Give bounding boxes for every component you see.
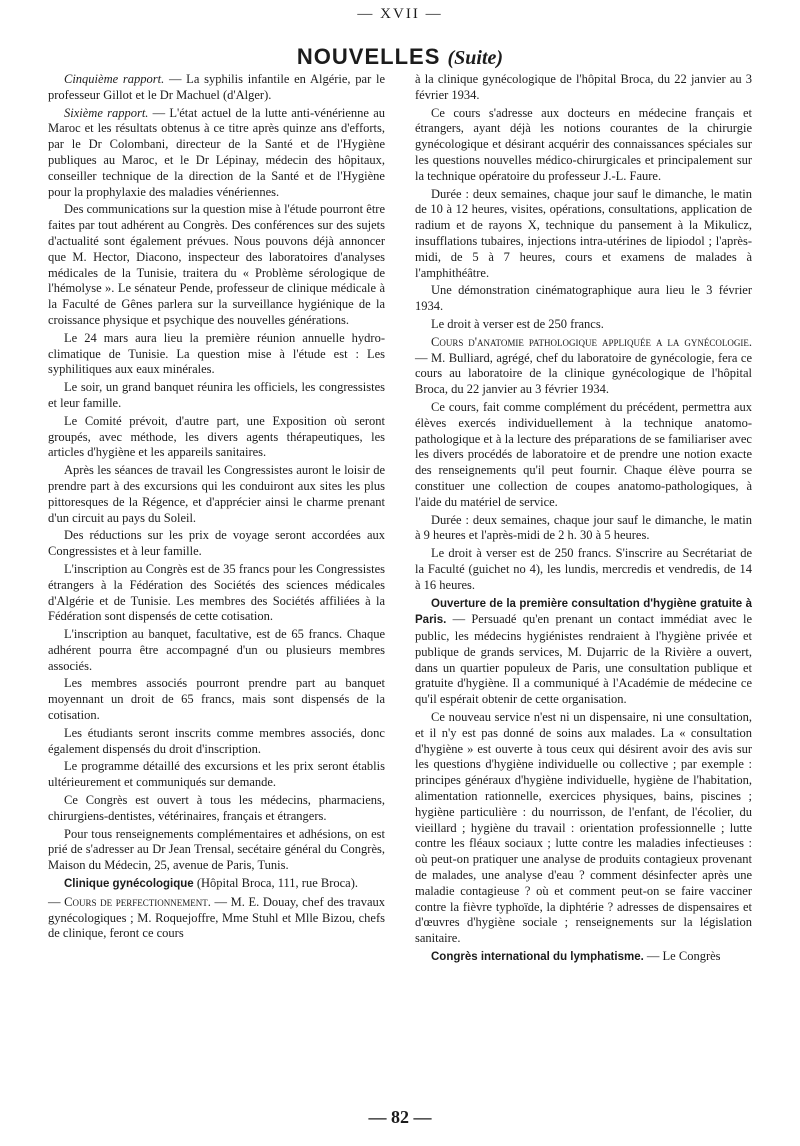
paragraph [415, 335, 752, 398]
paragraph: Les membres associés pourront prendre part au banquet moyennant un droit de 65 francs, mais sont dispensés de la cotisation. [48, 676, 385, 723]
paragraph: Une démonstration cinématographique aura lieu le 3 février 1934. [415, 283, 752, 314]
paragraph [415, 596, 752, 709]
paragraph-lead: Cours d'anatomie pathologique appliquée a la gynécologie. [431, 334, 752, 349]
paragraph [48, 876, 385, 893]
paragraph-lead: Cinquième rapport. [64, 72, 165, 86]
paragraph: Le droit à verser est de 250 francs. S'inscrire au Secrétariat de la Faculté (guichet no 4), les lundis, mercredis et vendredis, de 14 à 16 heures. [415, 546, 752, 592]
paragraph: L'inscription au banquet, facultative, est de 65 francs. Chaque adhérent pourra être accompagné d'un ou plusieurs membres associés. [48, 627, 385, 673]
rubric-title: Congrès international du lymphatisme. [431, 951, 644, 964]
paragraph [48, 72, 385, 104]
left-column [48, 72, 385, 944]
section-heading [0, 44, 800, 70]
paragraph: Le Comité prévoit, d'autre part, une Exposition où seront groupés, avec méthode, les divers agents thérapeutiques, les articles d'hygiène et les appareils sanitaires. [48, 413, 385, 460]
paragraph-text: — M. Bulliard, agrégé, chef du laboratoire de gynécologie, fera ce cours au laboratoire de la clinique gynécologique de l'hôpital Broca, du 22 janvier au 3 février 1934. [415, 350, 752, 397]
paragraph: Les étudiants seront inscrits comme membres associés, donc également dispensés du droit d'inscription. [48, 725, 385, 756]
paragraph [48, 895, 385, 942]
paragraph: Ce nouveau service n'est ni un dispensaire, ni une consultation, et il n'y est pas donné de soins aux malades. La « consultation d'hygiène » est ouverte à tous ceux qui désirent avoir des avis sur les questions d'hygiène individuelle ou collective ; par exemple : principes généraux d'hygiène individuelle, hygiène de l'habitation, alimentation rationnelle, exercices physiques, bains, piscines ; hygiène particulière : du nourrisson, de l'enfant, de l'écolier, du vieillard ; hygiène du travail : orientation professionnelle ; lutte contre les fléaux sociaux ; lutte contre les maladies infectieuses : où peut-on pratiquer une analyse de produits contagieux provenant de malades, une analyse d'eau ? comment désinfecter après une maladie contagieuse ? où et comment peut-on se faire vacciner contre la fièvre typhoïde, la diphtérie ? adresses de dispensaires et d'œuvres d'hygiène sociale ; renseignements sur la législation sanitaire. [415, 710, 752, 946]
paragraph: Pour tous renseignements complémentaires et adhésions, on est prié de s'adresser au Dr Jean Trensal, secétaire général du Congrès, Maison du Médecin, 25, avenue de Paris, Tunis. [48, 826, 385, 873]
paragraph: Ce cours s'adresse aux docteurs en médecine français et étrangers, ayant déjà les notions courantes de la chirurgie gynécologique et désirant acquérir des connaissances spéciales sur les questions nouvelles médico-chirurgicales et principalement sur la technique opératoire du professeur J.-L. Faure. [415, 105, 752, 183]
paragraph: Le droit à verser est de 250 francs. [431, 316, 604, 331]
paragraph: Ce Congrès est ouvert à tous les médecins, pharmaciens, chirurgiens-dentistes, vétérinaires, français et étrangers. [48, 793, 385, 823]
rubric-title: Clinique gynécologique [64, 878, 194, 891]
paragraph-lead: Sixième rapport. [64, 105, 149, 120]
paragraph [415, 949, 752, 966]
paragraph: Des réductions sur les prix de voyage seront accordées aux Congressistes et à leur famille. [48, 528, 385, 559]
paragraph: Le soir, un grand banquet réunira les officiels, les congressistes et leur famille. [48, 380, 385, 410]
paragraph: Après les séances de travail les Congressistes auront le loisir de prendre part à des excursions qui les conduiront aux sites les plus pittoresques de la Régence, et d'apprécier ainsi le charme prenant d'un circuit au pays du Soleil. [48, 463, 385, 525]
paragraph: Le programme détaillé des excursions et les prix seront établis ultérieurement et communiqués sur demande. [48, 759, 385, 790]
section-title: NOUVELLES [296, 44, 441, 69]
paragraph: L'inscription au Congrès est de 35 francs pour les Congressistes étrangers à la Fédération des Sociétés des sciences médicales d'Algérie et de Tunisie. Les membres des Sociétés affiliées à la Fédération sont dispensés de cette cotisation. [48, 561, 385, 624]
right-column [415, 72, 752, 968]
paragraph-text: — Persuadé qu'en prenant un contact immédiat avec le public, les médecins hygiénistes rendraient à l'hygiène privée et publique de grands services, M. Dujarric de la Rivière a ouvert, dans un quartier populeux de Paris, une consultation publique et gratuite d'hygiène. Il a communiqué à l'Académie de médecine ce qu'il espérait obtenir de cette organisation. [415, 612, 752, 707]
paragraph: Durée : deux semaines, chaque jour sauf le dimanche, le matin à 9 heures et l'après-midi de 2 h. 30 à 5 heures. [415, 512, 752, 543]
page-roman-numeral: — XVII — [357, 6, 443, 22]
paragraph: à la clinique gynécologique de l'hôpital Broca, du 22 janvier au 3 février 1934. [415, 72, 752, 102]
paragraph-text: — L'état actuel de la lutte anti-vénérienne au Maroc et les résultats obtenus à ce titre après quinze ans d'efforts, par le Dr Colombani, directeur de la Santé et de l'Hygiène publiques au Maroc, et le Dr Lépinay, médecin des hôpitaux, conseiller technique de la direction de la Santé et de l'Hygiène pour la prophylaxie des maladies vénériennes. [48, 105, 385, 199]
paragraph-text: (Hôpital Broca, 111, rue Broca). [193, 876, 358, 891]
paragraph-text: — Le Congrès [643, 949, 721, 964]
paragraph: Le 24 mars aura lieu la première réunion annuelle hydro-climatique de Tunisie. La question mise à l'étude est : Les syphilitiques aux eaux minérales. [48, 330, 385, 377]
paragraph: Ce cours, fait comme complément du précédent, permettra aux élèves exercés individuellement à la technique anatomo-pathologique et à la lecture des préparations de se familiariser avec les divers procédés de laboratoire et de prendre une notion exacte des renseignements qu'il peut fournir. Chaque élève pourra se constituer une collection de coupes anatomo-pathologiques, à l'aide du matériel de service. [415, 399, 752, 509]
page-number: — 82 — [368, 1107, 432, 1127]
paragraph [48, 106, 385, 201]
paragraph: Des communications sur la question mise à l'étude pourront être faites par tout adhérent au Congrès. Des conférences sur des sujets d'actualité sont également prévues. Nous pouvons déjà annoncer que M. Hector, Diacono, inspecteur des laboratoires d'analyses médicales de la Tunisie, traitera du « Problème sérologique de l'hémolyse ». Le sénateur Pende, professeur de clinique médicale à la Faculté de Gênes parlera sur la surveillance hygiénique de la croissance physique et psychique des nouvelles générations. [48, 202, 385, 327]
paragraph-text: — M. E. Douay, chef des travaux gynécologiques ; M. Roquejoffre, Mme Stuhl et Mlle Bizou, chefs de clinique, feront ce cours [48, 894, 385, 941]
paragraph-lead: — Cours de perfectionnement. [48, 894, 211, 909]
paragraph: Durée : deux semaines, chaque jour sauf le dimanche, le matin de 10 à 12 heures, visites, opérations, consultations, application de radium et de rayons X, technique du pansement à la Mikulicz, insufflations tubaires, injections intra-utérines de lipiodol ; l'après-midi, de 5 à 7 heures, cours et examens de malades à l'amphithéâtre. [415, 186, 752, 280]
paragraph-text: — La syphilis infantile en Algérie, par le professeur Gillot et le Dr Machuel (d'Alger). [48, 72, 385, 102]
rubric-title: Ouverture de la première consultation d'hygiène gratuite à Paris. [415, 597, 752, 627]
section-title-suffix: (Suite) [447, 47, 504, 69]
